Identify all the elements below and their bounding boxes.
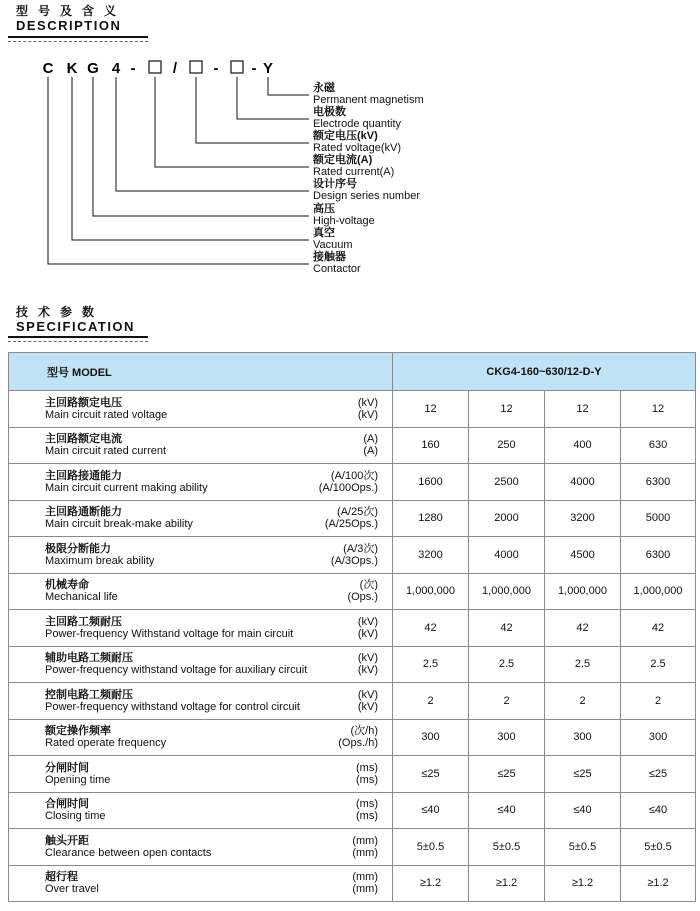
param-unit-en: (kV) <box>357 700 378 713</box>
value-cell: 1280 <box>393 500 469 537</box>
param-cell <box>9 829 393 866</box>
param-name-en: Main circuit current making ability <box>45 481 208 494</box>
param-name-cn: 合闸时间 <box>45 798 89 811</box>
param-unit-en: (Ops.) <box>347 591 378 604</box>
param-cell <box>9 427 393 464</box>
spec-header-row <box>9 353 696 391</box>
description-title-cn: 型号及含义 <box>16 4 127 18</box>
code-char-y: Y <box>262 60 274 77</box>
param-name-en: Opening time <box>45 773 111 786</box>
param-names <box>45 470 208 494</box>
value-cell: 5±0.5 <box>393 829 469 866</box>
param-unit-en: (kV) <box>357 408 378 421</box>
code-char-g: G <box>87 60 99 77</box>
param-units <box>319 470 378 494</box>
value-cell: 300 <box>393 719 469 756</box>
param-units <box>325 506 378 530</box>
param-unit-en: (A/25Ops.) <box>324 518 378 531</box>
value-cell: 2500 <box>469 464 545 501</box>
label-contactor-cn: 接触器 <box>313 251 346 263</box>
param-cell <box>9 500 393 537</box>
param-unit-en: (ms) <box>356 810 378 823</box>
value-cell: 250 <box>469 427 545 464</box>
code-char-k: K <box>66 60 78 77</box>
value-cell: ≤40 <box>393 792 469 829</box>
value-cell: ≥1.2 <box>621 865 696 902</box>
param-names <box>45 652 307 676</box>
value-cell: 6300 <box>621 464 696 501</box>
param-name-cn: 主回路额定电流 <box>45 433 122 446</box>
param-name-cn: 主回路接通能力 <box>45 469 122 482</box>
param-unit-cn: (mm) <box>352 871 378 884</box>
param-name-cn: 极限分断能力 <box>45 542 111 555</box>
param-unit-cn: (kV) <box>357 688 378 701</box>
value-cell: 1,000,000 <box>621 573 696 610</box>
value-cell: 2 <box>469 683 545 720</box>
value-cell: 2.5 <box>621 646 696 683</box>
param-name-cn: 分闸时间 <box>45 761 89 774</box>
value-cell: 12 <box>393 391 469 428</box>
param-name-en: Main circuit break-make ability <box>45 518 193 531</box>
param-cell <box>9 792 393 829</box>
value-cell: 3200 <box>393 537 469 574</box>
value-cell: 2000 <box>469 500 545 537</box>
param-unit-en: (ms) <box>356 773 378 786</box>
param-name-cn: 辅助电路工频耐压 <box>45 652 133 665</box>
value-cell: 4000 <box>545 464 621 501</box>
value-cell: ≥1.2 <box>469 865 545 902</box>
specification-rule <box>8 336 148 338</box>
value-cell: ≤40 <box>469 792 545 829</box>
param-name-en: Power-frequency withstand voltage for control circuit <box>45 700 300 713</box>
param-name-en: Rated operate frequency <box>45 737 167 750</box>
param-units <box>358 397 378 421</box>
spec-row <box>9 573 696 610</box>
param-unit-en: (A/3Ops.) <box>330 554 378 567</box>
label-permanent-magnetism-cn: 永磁 <box>313 82 335 94</box>
value-cell: ≤25 <box>545 756 621 793</box>
leader-contactor <box>48 77 309 264</box>
value-cell: 2.5 <box>393 646 469 683</box>
param-units <box>358 689 378 713</box>
param-units <box>347 579 378 603</box>
label-permanent-magnetism <box>313 82 424 106</box>
label-contactor-en: Contactor <box>313 263 361 275</box>
param-unit-cn: (ms) <box>356 798 378 811</box>
value-cell: 2.5 <box>469 646 545 683</box>
value-cell: ≥1.2 <box>393 865 469 902</box>
value-cell: ≤25 <box>469 756 545 793</box>
value-cell: 2 <box>621 683 696 720</box>
param-name-en: Closing time <box>45 810 106 823</box>
param-names <box>45 835 211 859</box>
param-unit-cn: (ms) <box>356 761 378 774</box>
param-unit-en: (mm) <box>352 883 378 896</box>
param-names <box>45 616 293 640</box>
param-units <box>331 543 378 567</box>
spec-row <box>9 391 696 428</box>
param-names <box>45 397 167 421</box>
param-cell <box>9 464 393 501</box>
model-header-label: 型号 MODEL <box>9 353 393 391</box>
param-name-cn: 主回路额定电压 <box>45 396 122 409</box>
value-cell: 12 <box>469 391 545 428</box>
leader-electrode-quantity <box>237 77 309 119</box>
leader-high-voltage <box>93 77 309 216</box>
specification-heading <box>16 305 135 334</box>
param-cell <box>9 610 393 647</box>
param-name-en: Over travel <box>45 883 99 896</box>
param-name-en: Power-frequency Withstand voltage for main circuit <box>45 627 294 640</box>
param-cell <box>9 719 393 756</box>
spec-row <box>9 464 696 501</box>
label-rated-current-en: Rated current(A) <box>313 166 395 178</box>
label-electrode-quantity-cn: 电极数 <box>313 106 346 118</box>
code-box-current <box>149 61 161 73</box>
spec-row <box>9 500 696 537</box>
value-cell: ≥1.2 <box>545 865 621 902</box>
spec-row <box>9 537 696 574</box>
spec-row <box>9 683 696 720</box>
param-units <box>338 725 378 749</box>
label-high-voltage-en: High-voltage <box>313 215 375 227</box>
value-cell: 42 <box>393 610 469 647</box>
param-unit-en: (kV) <box>357 664 378 677</box>
param-cell <box>9 683 393 720</box>
label-rated-voltage <box>313 130 401 154</box>
spec-row <box>9 792 696 829</box>
param-cell <box>9 573 393 610</box>
param-cell <box>9 537 393 574</box>
value-cell: 300 <box>621 719 696 756</box>
value-cell: 4500 <box>545 537 621 574</box>
param-names <box>45 871 99 895</box>
value-cell: 1600 <box>393 464 469 501</box>
code-slash: / <box>172 60 178 77</box>
code-dash-1: - <box>130 60 136 77</box>
param-name-cn: 控制电路工频耐压 <box>45 688 133 701</box>
code-dash-3: - <box>251 60 257 77</box>
param-units <box>358 616 378 640</box>
value-cell: 42 <box>545 610 621 647</box>
param-unit-cn: (次/h) <box>350 725 378 738</box>
param-name-cn: 额定操作频率 <box>45 725 111 738</box>
value-cell: 3200 <box>545 500 621 537</box>
code-box-voltage <box>190 61 202 73</box>
value-cell: 42 <box>621 610 696 647</box>
specification-rule-dashed <box>8 341 148 342</box>
label-rated-voltage-en: Rated voltage(kV) <box>313 142 402 154</box>
param-name-cn: 主回路通断能力 <box>45 506 122 519</box>
param-units <box>352 871 378 895</box>
param-units <box>363 433 378 457</box>
code-dash-2: - <box>213 60 219 77</box>
spec-row <box>9 427 696 464</box>
param-unit-en: (A/100Ops.) <box>318 481 378 494</box>
label-high-voltage <box>313 203 375 227</box>
label-rated-current-cn: 额定电流(A) <box>313 154 373 166</box>
param-name-cn: 触头开距 <box>45 834 89 847</box>
param-unit-en: (mm) <box>352 846 378 859</box>
param-unit-cn: (A/100次) <box>330 469 378 482</box>
code-box-electrode <box>231 61 243 73</box>
param-unit-cn: (A/3次) <box>343 542 378 555</box>
value-cell: 12 <box>621 391 696 428</box>
value-cell: 5000 <box>621 500 696 537</box>
leader-permanent-magnetism <box>268 77 309 95</box>
leader-design-series <box>116 77 309 191</box>
param-names <box>45 543 154 567</box>
code-char-c: C <box>42 60 54 77</box>
spec-row <box>9 719 696 756</box>
spec-row <box>9 829 696 866</box>
param-name-en: Power-frequency withstand voltage for auxiliary circuit <box>45 664 308 677</box>
param-unit-cn: (kV) <box>357 652 378 665</box>
param-cell <box>9 756 393 793</box>
param-unit-en: (Ops./h) <box>338 737 378 750</box>
param-names <box>45 725 166 749</box>
param-unit-cn: (A/25次) <box>337 506 378 519</box>
param-name-en: Main circuit rated current <box>45 445 167 458</box>
param-names <box>45 689 300 713</box>
param-names <box>45 798 106 822</box>
label-vacuum-cn: 真空 <box>313 227 335 239</box>
label-high-voltage-cn: 高压 <box>313 203 335 215</box>
param-names <box>45 579 118 603</box>
param-units <box>356 762 378 786</box>
value-cell: 4000 <box>469 537 545 574</box>
label-electrode-quantity <box>313 106 401 130</box>
leader-rated-current <box>155 77 309 167</box>
value-cell: 1,000,000 <box>469 573 545 610</box>
label-vacuum-en: Vacuum <box>313 239 353 251</box>
param-unit-cn: (mm) <box>352 834 378 847</box>
param-cell <box>9 391 393 428</box>
value-cell: 300 <box>545 719 621 756</box>
param-name-en: Main circuit rated voltage <box>45 408 168 421</box>
specification-title-en: SPECIFICATION <box>16 319 135 334</box>
value-cell: ≤40 <box>621 792 696 829</box>
value-cell: 12 <box>545 391 621 428</box>
label-vacuum <box>313 227 353 251</box>
spec-row <box>9 865 696 902</box>
value-cell: 160 <box>393 427 469 464</box>
value-cell: ≤40 <box>545 792 621 829</box>
value-cell: 630 <box>621 427 696 464</box>
param-name-cn: 主回路工频耐压 <box>45 615 122 628</box>
param-units <box>352 835 378 859</box>
value-cell: ≤25 <box>393 756 469 793</box>
param-name-en: Clearance between open contacts <box>45 846 212 859</box>
spec-table <box>8 352 696 902</box>
code-char-4: 4 <box>111 60 121 77</box>
label-rated-current <box>313 154 394 178</box>
param-unit-en: (A) <box>363 445 378 458</box>
value-cell: 5±0.5 <box>621 829 696 866</box>
value-cell: 300 <box>469 719 545 756</box>
label-permanent-magnetism-en: Permanent magnetism <box>313 94 424 106</box>
leader-rated-voltage <box>196 77 309 143</box>
value-cell: 400 <box>545 427 621 464</box>
label-electrode-quantity-en: Electrode quantity <box>313 118 402 130</box>
specification-title-cn: 技术参数 <box>16 305 105 319</box>
value-cell: 2 <box>545 683 621 720</box>
param-units <box>358 652 378 676</box>
value-cell: 1,000,000 <box>545 573 621 610</box>
param-unit-cn: (kV) <box>357 396 378 409</box>
param-unit-cn: (kV) <box>357 615 378 628</box>
param-name-cn: 机械寿命 <box>45 579 89 592</box>
param-name-cn: 超行程 <box>45 871 78 884</box>
param-names <box>45 762 110 786</box>
param-name-en: Maximum break ability <box>45 554 155 567</box>
label-contactor <box>313 251 361 275</box>
param-cell <box>9 865 393 902</box>
label-design-series <box>313 178 420 202</box>
param-unit-en: (kV) <box>357 627 378 640</box>
value-cell: 42 <box>469 610 545 647</box>
param-names <box>45 506 193 530</box>
label-design-series-cn: 设计序号 <box>313 178 357 190</box>
spec-row <box>9 756 696 793</box>
model-header-value: CKG4-160~630/12-D-Y <box>393 353 696 391</box>
param-name-en: Mechanical life <box>45 591 118 604</box>
value-cell: 2.5 <box>545 646 621 683</box>
value-cell: 6300 <box>621 537 696 574</box>
value-cell: 5±0.5 <box>469 829 545 866</box>
value-cell: 2 <box>393 683 469 720</box>
value-cell: ≤25 <box>621 756 696 793</box>
label-rated-voltage-cn: 额定电压(kV) <box>313 130 378 142</box>
param-unit-cn: (次) <box>359 579 378 592</box>
value-cell: 1,000,000 <box>393 573 469 610</box>
spec-row <box>9 646 696 683</box>
description-title-en: DESCRIPTION <box>16 18 122 33</box>
param-unit-cn: (A) <box>363 433 378 446</box>
param-cell <box>9 646 393 683</box>
label-design-series-en: Design series number <box>313 190 420 202</box>
value-cell: 5±0.5 <box>545 829 621 866</box>
spec-row <box>9 610 696 647</box>
param-names <box>45 433 166 457</box>
param-units <box>356 798 378 822</box>
